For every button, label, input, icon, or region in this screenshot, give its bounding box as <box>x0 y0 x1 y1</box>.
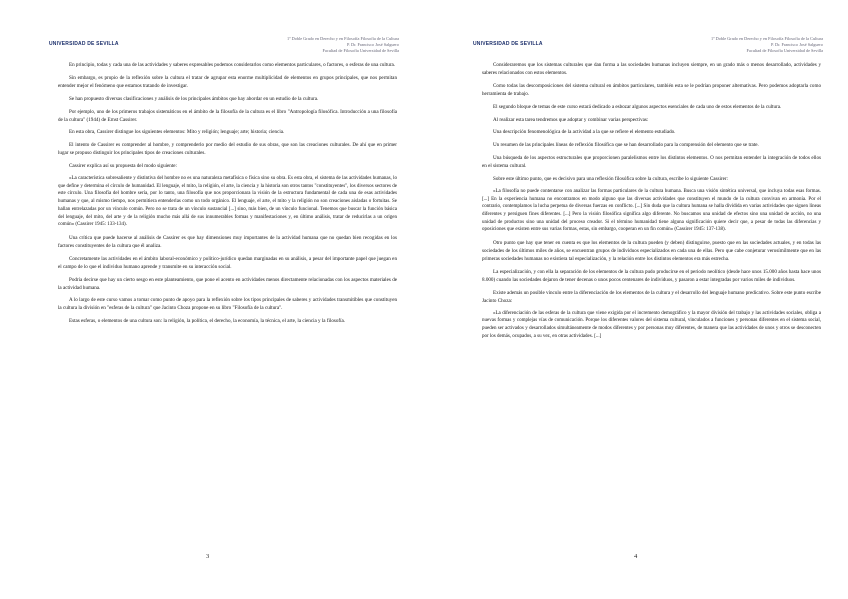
document-page-right <box>424 0 848 599</box>
paragraph: El segundo bloque de temas de este curso estará dedicado a esbozar algunos aspectos esenciales de cada uno de estos elementos de la cultura. <box>493 103 782 110</box>
header-course-line: 1º Doble Grado en Derecho y en Filosofía Filosofía de la Cultura <box>711 36 823 41</box>
choza-quote: «La diferenciación de las esferas de la cultura que viene exigida por el incremento demográfico y la mayor división del trabajo y las actividades sociales, obliga a nuevas formas y complejas vías de comunicación. Porque los diferentes valores del sistema cultural, vinculados a funciones y personas diferentes en el sistema social, pueden ser activados y desarrollados simultáneamente de modos diferentes y por personas muy diferentes, de manera que las actividades de unos y otros se desconecten por los demás, ocupados, a su vez, en otras actividades. [...] <box>482 310 821 339</box>
paragraph: Otro punto que hay que tener en cuenta es que los elementos de la cultura pueden (y deben) distinguirse, puesto que en las sociedades actuales, y en todas las sociedades de los últimos miles de años, se encuentran grupos de individuos especializados en cada una de ellas. Pero que cabe conjeturar verosímilmente que en las primeras sociedades humanas no existiera tal especialización, y la relación entre los distintos elementos era más estrecha. <box>482 239 821 262</box>
paragraph: La especialización, y con ella la separación de los elementos de la cultura pudo producirse en el periodo neolítico (desde hace unos 15.000 años hasta hace unos 8.000) cuando las sociedades dejaron de tener decenas o unos pocos centenares de individuos, y pasaron a estar integradas por varios miles de individuos. <box>482 268 821 283</box>
header-faculty-line: Facultad de Filosofía Universidad de Sevilla <box>746 48 823 53</box>
header-professor-line: P. Dr. Francisco José Salguero <box>346 42 399 47</box>
page-body <box>58 61 397 330</box>
paragraph: Como todas las descomposiciones del sistema cultural en ámbitos particulares, también esta se le podrían proponer alternativas. Pero podemos adoptarla como herramienta de trabajo. <box>482 82 821 97</box>
header-professor-line: P. Dr. Francisco José Salguero <box>770 42 823 47</box>
paragraph: Sin embargo, es propio de la reflexión sobre la cultura el tratar de agrupar esta enorme multiplicidad de elementos en grupos principales, que nos permitan entender mejor el fenómeno que estamos tratando de investigar. <box>58 74 397 89</box>
page-number: 3 <box>206 553 210 560</box>
logo-text: UNIVERSIDAD DE SEVILLA <box>473 41 543 47</box>
paragraph: Un resumen de las principales líneas de reflexión filosófica que se han desarrollado para la comprensión del elemento que se trate. <box>493 142 759 149</box>
paragraph: El intento de Cassirer es comprender al hombre, y comprenderlo por medio del estudio de sus obras, que son las creaciones culturales. De ahí que en primer lugar se propuso distinguir los principales tipos de creaciones culturales. <box>58 142 397 157</box>
university-logo <box>471 38 543 50</box>
header-faculty-line: Facultad de Filosofía Universidad de Sevilla <box>322 48 399 53</box>
paragraph: Existe además un posible vínculo entre la diferenciación de los elementos de la cultura y el desarrollo del lenguaje humano predicativo. Sobre este punto escribe Jacinto Choza: <box>482 289 821 304</box>
paragraph: A lo largo de este curso vamos a tomar como punto de apoyo para la reflexión sobre los tipos principales de saberes y actividades transmitibles que constituyen la cultura la división en "esferas de la cultura" que Jacinto Choza propone en su libro "Filosofía de la cultura". <box>58 297 397 312</box>
page-header <box>229 36 399 54</box>
paragraph: Se han propuesto diversas clasificaciones y análisis de los principales ámbitos que hay abordar en un estudio de la cultura. <box>69 95 319 102</box>
paragraph: Podría decirse que hay un cierto sesgo en este planteamiento, que pone el acento en actividades menos directamente relacionadas con los aspectos materiales de la actividad humana. <box>58 276 397 291</box>
paragraph: Concretamente las actividades en el ámbito laboral-económico y político-jurídico quedan marginadas en su análisis, a pesar del importante papel que juegan en el campo de lo que el individuo humano aprende y transmite en su interacción social. <box>58 255 397 270</box>
paragraph: En principio, todas y cada una de las actividades y saberes expresables podemos considerarlos como elementos particulares, o factores, o esferas de una cultura. <box>69 62 396 68</box>
logo-text: UNIVERSIDAD DE SEVILLA <box>49 41 119 47</box>
cassirer-quote: «La filosofía no puede contentarse con analizar las formas particulares de la cultura humana. Busca una visión sintética universal, que incluya todas esas formas. [...] En la experiencia humana no encontramos en modo alguno que las diversas actividades que constituyen el mundo de la cultura convivan en armonía. Por el contrario, contemplamos la lucha perpetua de diversas fuerzas en conflicto. [...] Sin duda que la cultura humana se halla dividida en varias actividades que siguen líneas diferentes y persiguen fines diferentes. [...] Pero la visión filosófica significa algo diferente. No buscamos una unidad de efectos sino una unidad de acción, no una unidad de productos sino una unidad del proceso creador. Si el término humanidad tiene alguna significación quiere decir que, a pesar de todas las diferencias y oposiciones que existen entre sus varias formas, estas, sin embargo, cooperan en un fin común» (Cassirer 1945: 137-138). <box>482 188 821 233</box>
paragraph: Sobre este último punto, que es decisivo para una reflexión filosófica sobre la cultura, escribe lo siguiente Cassirer: <box>493 176 728 183</box>
paragraph: Al realizar esta tarea tendremos que adoptar y combinar varias perspectivas: <box>493 116 649 123</box>
paragraph: Estas esferas, o elementos de una cultura son: la religión, la política, el derecho, la economía, la técnica, el arte, la ciencia y la filosofía. <box>69 318 346 325</box>
page-header <box>653 36 823 54</box>
paragraph: Consideraremos que los sistemas culturales que dan forma a las sociedades humanas incluyen siempre, en un grado más o menos desarrollado, actividades y saberes relacionados con estos elementos. <box>482 62 821 77</box>
paragraph: Cassirer explica así su propuesta del modo siguiente: <box>69 163 177 170</box>
header-course-line: 1º Doble Grado en Derecho y en Filosofía Filosofía de la Cultura <box>287 36 399 41</box>
page-number: 4 <box>634 553 638 560</box>
university-logo <box>47 38 119 50</box>
paragraph: Una descripción fenomenológica de la actividad a la que se refiere el elemento estudiado. <box>493 129 676 136</box>
paragraph: Una búsqueda de los aspectos estructurales que proporcionen paralelismos entre los distintos elementos. O nos permitan entender la integración de todos ellos en el sistema cultural. <box>482 155 821 170</box>
page-body <box>482 61 821 345</box>
paragraph: En esta obra, Cassirer distingue los siguientes elementos: Mito y religión; lenguaje; arte; historia; ciencia. <box>69 129 285 136</box>
paragraph: Una crítica que puede hacerse al análisis de Cassirer es que hay dimensiones muy importantes de la actividad humana que no quedan bien recogidas en los factores constituyentes de la cultura que él analiza. <box>58 234 397 249</box>
paragraph: Por ejemplo, uno de los primeros trabajos sistemáticos en el ámbito de la filosofía de la cultura es el libro "Antropología filosófica. Introducción a una filosofía de la cultura" (1944) de Ernst Cassirer. <box>58 108 397 123</box>
cassirer-quote: «La característica sobresaliente y distintiva del hombre no es una naturaleza metafísica o física sino su obra. Es esta obra, el sistema de las actividades humanas, lo que define y determina el círculo de humanidad. El lenguaje, el mito, la religión, el arte, la ciencia y la historia son otros tantos "constituyentes", los diversos sectores de este círculo. Una filosofía del hombre sería, por lo tanto, una filosofía que nos proporcionara la visión de la estructura fundamental de cada una de esas actividades humanas y que, al mismo tiempo, nos permitiera entenderlas como un todo orgánico. El lenguaje, el arte, el mito y la religión no son creaciones aisladas o fortuitas. Se hallan entrelazadas por un vínculo común. Pero no se trata de un vínculo sustancial [...] sino, más bien, de un vínculo funcional. Tenemos que buscar la función básica del lenguaje, del mito, del arte y de la religión mucho más allá de sus innumerables formas y manifestaciones y, en último análisis, tratar de reducirlas a un origen común» (Cassirer 1945: 133-134). <box>58 176 397 228</box>
